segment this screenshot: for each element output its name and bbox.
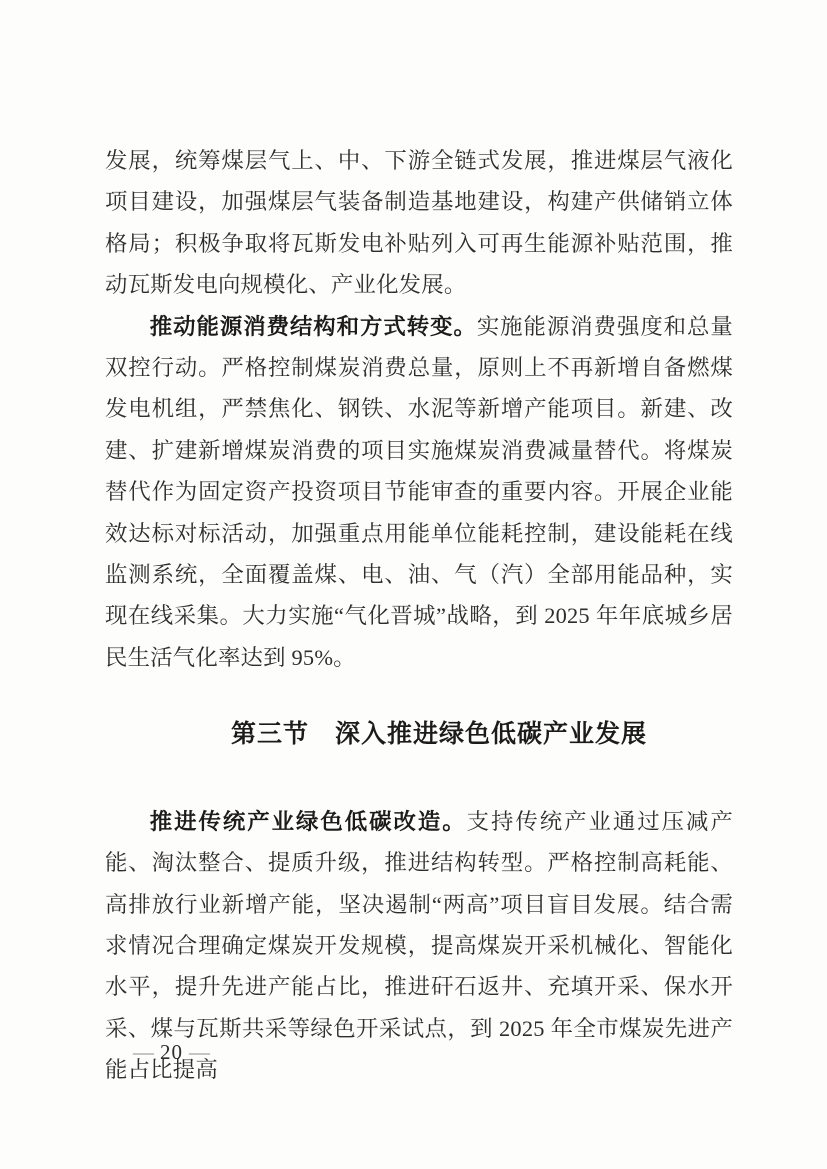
paragraph-text: 支持传统产业通过压减产能、淘汰整合、提质升级，推进结构转型。严格控制高耗能、高排放行业新增产能，坚决遏制“两高”项目盲目发展。结合需求情况合理确定煤炭开发规模，提高煤炭开采机械化、智能化水平，提升先进产能占比，推进矸石返井、充填开采、保水开采、煤与瓦斯共采等绿色开采试点，到 2025 年全市煤炭先进产能占比提高 [105,808,734,1083]
page-number-value: 20 [160,1040,183,1064]
scan-speck [363,493,365,495]
paragraph-coalbed-methane [105,140,733,306]
page-number [127,1038,216,1066]
paragraph-lead-bold: 推动能源消费结构和方式转变。 [149,313,477,339]
scan-speck [684,408,686,410]
page-number-dash-right: — [189,1040,210,1064]
section-heading: 第三节 深入推进绿色低碳产业发展 [230,721,647,749]
paragraph-text: 发展，统筹煤层气上、中、下游全链式发展，推进煤层气液化项目建设，加强煤层气装备制造基地建设，构建产供储销立体格局；积极争取将瓦斯发电补贴列入可再生能源补贴范围，推动瓦斯发电向规模化、产业化发展。 [105,148,733,298]
paragraph-text: 实施能源消费强度和总量双控行动。严格控制煤炭消费总量，原则上不再新增自备燃煤发电机组，严禁焦化、钢铁、水泥等新增产能项目。新建、改建、扩建新增煤炭消费的项目实施煤炭消费减量替代。将煤炭替代作为固定资产投资项目节能审查的重要内容。开展企业能效达标对标活动，加强重点用能单位能耗控制，建设能耗在线监测系统，全面覆盖煤、电、油、气（汽）全部用能品种，实现在线采集。大力实施“气化晋城”战略，到 2025 年年底城乡居民生活气化率达到 95%。 [105,313,733,670]
document-body [105,140,733,1091]
scan-speck [590,233,592,237]
paragraph-energy-consumption [105,306,733,679]
page-number-dash-left: — [133,1040,154,1064]
paragraph-lead-bold: 推进传统产业绿色低碳改造。 [149,808,467,834]
